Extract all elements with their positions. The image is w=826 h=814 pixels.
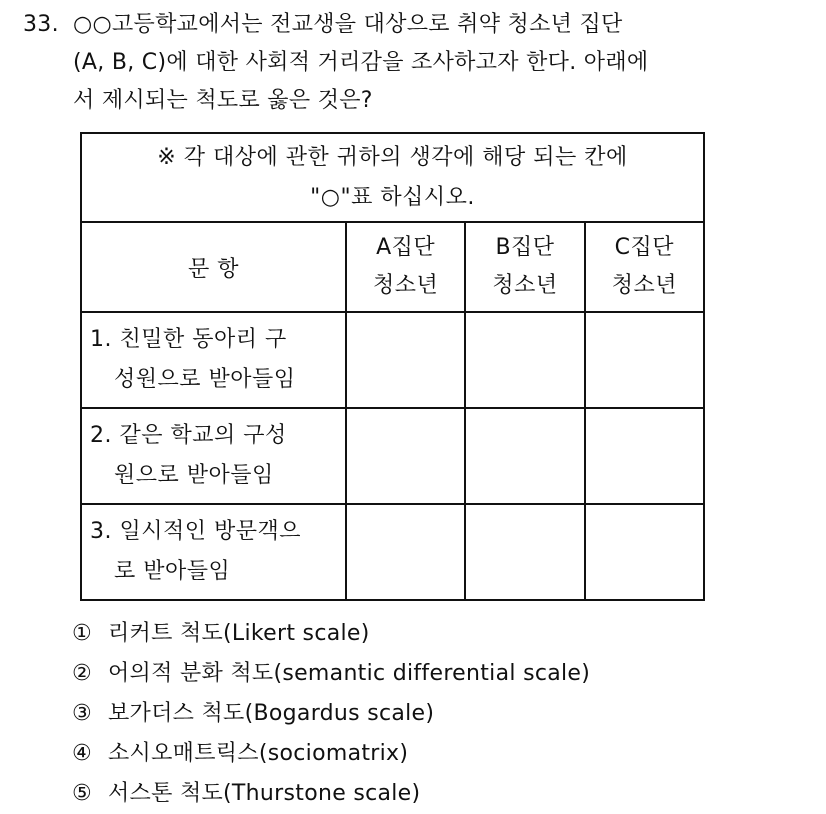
- survey-table: [80, 132, 705, 601]
- option-1-text: 리커트 척도(Likert scale): [108, 621, 370, 646]
- instruction-cell: [81, 133, 704, 222]
- option-2-mark: ②: [72, 661, 93, 686]
- answer-cell-2c[interactable]: [585, 408, 704, 504]
- option-1-mark: ①: [72, 621, 93, 646]
- answer-cell-2b[interactable]: [465, 408, 584, 504]
- question-line-1: [23, 6, 803, 44]
- instruction-line-1: ※ 각 대상에 관한 귀하의 생각에 해당 되는 칸에: [157, 144, 628, 170]
- answer-cell-1b[interactable]: [465, 312, 584, 408]
- question-number: 33.: [23, 12, 59, 37]
- header-row: [81, 222, 704, 312]
- answer-options: [72, 614, 590, 814]
- item-1-cell: [81, 312, 346, 408]
- instruction-line-2: "○"표 하십시오.: [310, 184, 475, 210]
- option-2-text: 어의적 분화 척도(semantic differential scale): [108, 661, 591, 686]
- item-2-line-2: 원으로 받아들임: [114, 463, 274, 488]
- answer-cell-1c[interactable]: [585, 312, 704, 408]
- group-b-header: [465, 222, 584, 312]
- option-4-mark: ④: [72, 741, 93, 766]
- option-5-text: 서스톤 척도(Thurstone scale): [108, 781, 421, 806]
- answer-cell-2a[interactable]: [346, 408, 465, 504]
- answer-cell-1a[interactable]: [346, 312, 465, 408]
- item-3-line-2: 로 받아들임: [114, 559, 231, 584]
- instruction-row: [81, 133, 704, 222]
- option-4-text: 소시오매트릭스(sociomatrix): [108, 741, 409, 766]
- item-header-cell: 문 항: [81, 222, 346, 312]
- question-stem: [23, 6, 803, 120]
- group-c-label: C집단: [614, 235, 675, 260]
- item-1-line-1: 1. 친밀한 동아리 구: [90, 327, 287, 352]
- answer-cell-3a[interactable]: [346, 504, 465, 600]
- table-row: [81, 504, 704, 600]
- option-4[interactable]: [72, 734, 590, 774]
- group-b-sublabel: 청소년: [492, 273, 558, 298]
- answer-cell-3b[interactable]: [465, 504, 584, 600]
- item-3-cell: [81, 504, 346, 600]
- option-3-mark: ③: [72, 701, 93, 726]
- question-line-3: 서 제시되는 척도로 옳은 것은?: [73, 88, 373, 113]
- option-3-text: 보가더스 척도(Bogardus scale): [108, 701, 435, 726]
- option-5[interactable]: [72, 774, 590, 814]
- answer-cell-3c[interactable]: [585, 504, 704, 600]
- item-2-line-1: 2. 같은 학교의 구성: [90, 423, 287, 448]
- table-row: [81, 312, 704, 408]
- group-b-label: B집단: [495, 235, 555, 260]
- group-a-header: [346, 222, 465, 312]
- option-1[interactable]: [72, 614, 590, 654]
- option-2[interactable]: [72, 654, 590, 694]
- group-c-sublabel: 청소년: [611, 273, 677, 298]
- group-a-label: A집단: [376, 235, 436, 260]
- table-row: [81, 408, 704, 504]
- item-1-line-2: 성원으로 받아들임: [114, 367, 296, 392]
- question-line-2: (A, B, C)에 대한 사회적 거리감을 조사하고자 한다. 아래에: [73, 50, 649, 75]
- item-3-line-1: 3. 일시적인 방문객으: [90, 519, 301, 544]
- group-c-header: [585, 222, 704, 312]
- option-3[interactable]: [72, 694, 590, 734]
- item-2-cell: [81, 408, 346, 504]
- question-text-1: ○○고등학교에서는 전교생을 대상으로 취약 청소년 집단: [73, 12, 623, 37]
- group-a-sublabel: 청소년: [373, 273, 439, 298]
- option-5-mark: ⑤: [72, 781, 93, 806]
